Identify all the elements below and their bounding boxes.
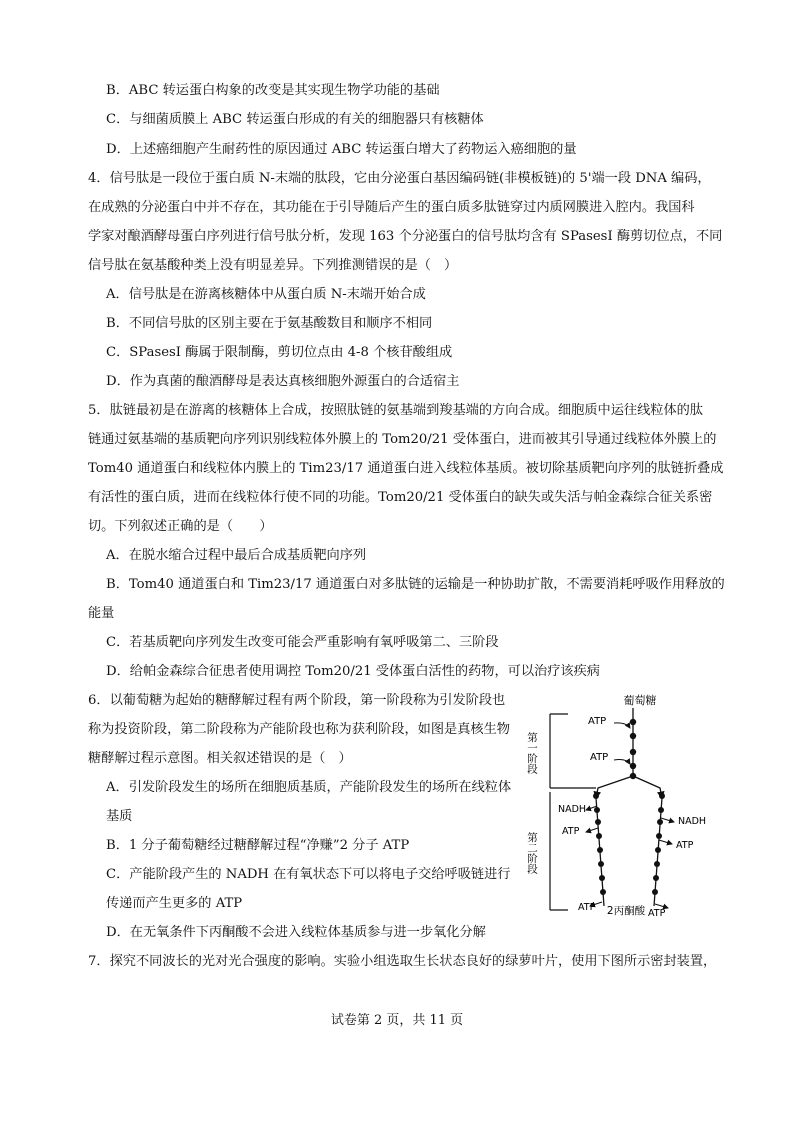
left-branch: [558, 793, 606, 913]
q4-option-b: B．不同信号肽的区别主要在于氨基酸数目和顺序不相同: [106, 316, 433, 331]
q4-option-d: D．作为真菌的酿酒酵母是表达真核细胞外源蛋白的合适宿主: [106, 374, 460, 389]
atp-left-2: ATP: [578, 902, 596, 913]
stage1-bracket: [526, 714, 596, 788]
atp-right-2: ATP: [648, 908, 666, 919]
stage2-label: 第二阶段: [526, 832, 538, 874]
q6-stem-line3: 糖酵解过程示意图。相关叙述错误的是（ ）: [88, 751, 352, 766]
right-branch: [648, 793, 706, 919]
q5-option-b-cont: 能量: [88, 606, 115, 621]
atp-input-2: ATP: [590, 752, 609, 763]
q5-option-a: A．在脱水缩合过程中最后合成基质靶向序列: [106, 548, 367, 563]
glycolysis-svg: [528, 692, 718, 932]
pyruvate-label: 2丙酮酸: [606, 905, 646, 917]
q4-stem-line3: 学家对酿酒酵母蛋白序列进行信号肽分析，发现 163 个分泌蛋白的信号肽均含有 SPasesI 酶剪切位点，不同: [88, 229, 723, 244]
stage1-label: 第一阶段: [526, 732, 538, 774]
atp-input-1: ATP: [588, 716, 607, 727]
q6-option-a: A．引发阶段发生的场所在细胞质基质，产能阶段发生的场所在线粒体: [106, 780, 512, 795]
q4-stem-line4: 信号肽在氨基酸种类上没有明显差异。下列推测错误的是（ ）: [88, 258, 458, 273]
q4-stem-line1: 4．信号肽是一段位于蛋白质 N-末端的肽段，它由分泌蛋白基因编码链(非模板链)的 5'端一段 DNA 编码，: [88, 171, 711, 186]
q6-option-c: C．产能阶段产生的 NADH 在有氧状态下可以将电子交给呼吸链进行: [106, 867, 511, 882]
q5-stem-line5: 切。下列叙述正确的是（ ）: [88, 519, 273, 534]
q5-stem-line3: Tom40 通道蛋白和线粒体内膜上的 Tim23/17 通道蛋白进入线粒体基质。被切除基质靶向序列的肽链折叠成: [88, 461, 724, 476]
q5-option-b: B．Tom40 通道蛋白和 Tim23/17 通道蛋白对多肽链的运输是一种协助扩散，不需要消耗呼吸作用释放的: [106, 577, 725, 592]
q6-stem-line1: 6．以葡萄糖为起始的糖酵解过程有两个阶段，第一阶段称为引发阶段也: [88, 693, 506, 708]
q4-stem-line2: 在成熟的分泌蛋白中并不存在，其功能在于引导随后产生的蛋白质多肽链穿过内质网膜进入腔内。我国科: [88, 200, 695, 215]
glucose-label: 葡萄糖: [623, 694, 657, 707]
q5-option-d: D．给帕金森综合征患者使用调控 Tom20/21 受体蛋白活性的药物，可以治疗该疾病: [106, 664, 600, 679]
q6-option-a-cont: 基质: [106, 809, 133, 824]
q6-option-c-cont: 传递而产生更多的 ATP: [106, 896, 243, 911]
q5-stem-line1: 5．肽链最初是在游离的核糖体上合成，按照肽链的氨基端到羧基端的方向合成。细胞质中运往线粒体的肽: [88, 403, 704, 418]
q7-stem-line1: 7．探究不同波长的光对光合强度的影响。实验小组选取生长状态良好的绿萝叶片，使用下图所示密封装置，: [88, 954, 717, 969]
q3-option-c: C．与细菌质膜上 ABC 转运蛋白形成的有关的细胞器只有核糖体: [106, 112, 484, 127]
page-footer: 试卷第 2 页，共 11 页: [330, 1013, 464, 1028]
stage1-chain: [588, 708, 636, 779]
q6-stem-line2: 称为投资阶段，第二阶段称为产能阶段也称为获利阶段，如图是真核生物: [88, 722, 510, 737]
atp-right-1: ATP: [676, 840, 694, 851]
atp-left-1: ATP: [562, 826, 580, 837]
q4-option-c: C．SPasesI 酶属于限制酶，剪切位点由 4-8 个核苷酸组成: [106, 345, 453, 360]
nadh-right: NADH: [678, 816, 707, 827]
q5-stem-line4: 有活性的蛋白质，进而在线粒体行使不同的功能。Tom20/21 受体蛋白的缺失或失活与帕金森综合征关系密: [88, 490, 713, 505]
glycolysis-diagram: [528, 692, 718, 932]
split-branches: [596, 776, 662, 798]
q4-option-a: A．信号肽是在游离核糖体中从蛋白质 N-末端开始合成: [106, 287, 426, 302]
nadh-left: NADH: [558, 804, 587, 815]
q5-stem-line2: 链通过氨基端的基质靶向序列识别线粒体外膜上的 Tom20/21 受体蛋白，进而被其引导通过线粒体外膜上的: [88, 432, 717, 447]
q5-option-c: C．若基质靶向序列发生改变可能会严重影响有氧呼吸第二、三阶段: [106, 635, 499, 650]
q6-option-b: B．1 分子葡萄糖经过糖酵解过程“净赚”2 分子 ATP: [106, 838, 410, 853]
q6-option-d: D．在无氧条件下丙酮酸不会进入线粒体基质参与进一步氧化分解: [106, 925, 486, 940]
q3-option-d: D．上述癌细胞产生耐药性的原因通过 ABC 转运蛋白增大了药物运入癌细胞的量: [106, 142, 577, 157]
q3-option-b: B．ABC 转运蛋白构象的改变是其实现生物学功能的基础: [106, 83, 440, 98]
